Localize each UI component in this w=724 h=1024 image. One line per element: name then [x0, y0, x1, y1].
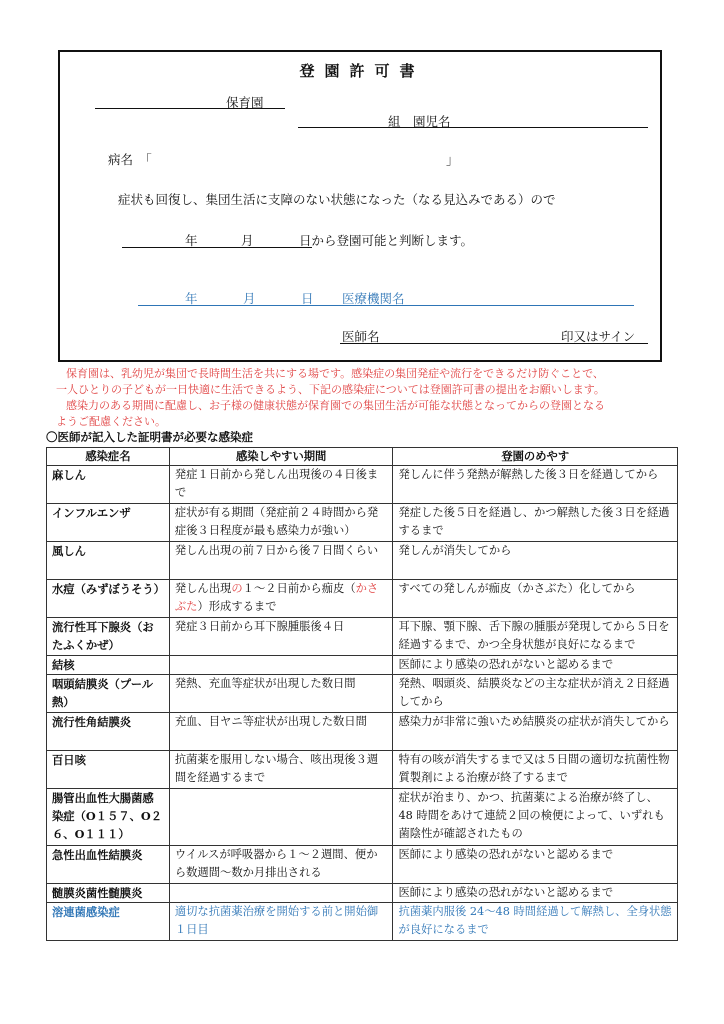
disease-name: 水痘（みずぼうそう） [47, 580, 170, 618]
table-row [47, 789, 678, 846]
return-day-statement: 日から登園可能と判断します。 [299, 233, 474, 248]
infectious-period [169, 580, 393, 618]
disease-table [46, 447, 678, 941]
infectious-period: 症状が有る期間（発症前２４時間から発症後３日程度が最も感染力が強い） [169, 504, 393, 542]
nursery-label: 保育園 [226, 95, 264, 110]
table-row [47, 846, 678, 884]
class-child-label: 組 園児名 [388, 114, 451, 129]
disease-name: 百日咳 [47, 751, 170, 789]
seal-or-signature-label: 印又はサイン [561, 329, 636, 344]
period-text-red: の [231, 582, 243, 595]
return-criteria: 発熱、咽頭炎、結膜炎などの主な症状が消え２日経過してから [393, 675, 678, 713]
table-row [47, 656, 678, 675]
period-text: 発しん出現 [174, 582, 232, 595]
sign-year-label: 年 [185, 291, 198, 306]
header-disease: 感染症名 [47, 448, 170, 466]
return-criteria: 医師により感染の恐れがないと認めるまで [393, 884, 678, 903]
notice-line: 一人ひとりの子どもが一日快適に生活できるよう、下記の感染症については登園許可書の提出をお願いします。 [56, 383, 605, 396]
recovery-statement: 症状も回復し、集団生活に支障のない状態になった（なる見込みである）ので [118, 192, 556, 207]
disease-name: 溶連菌感染症 [47, 903, 170, 941]
doctor-label: 医師名 [342, 329, 380, 344]
disease-name: 結核 [47, 656, 170, 675]
return-month-label: 月 [241, 233, 254, 248]
notice-paragraph [54, 366, 674, 430]
table-row [47, 580, 678, 618]
disease-name: 髄膜炎菌性髄膜炎 [47, 884, 170, 903]
notice-line: 感染力のある期間に配慮し、お子様の健康状態が保育園での集団生活が可能な状態となってからの登園となる [66, 399, 605, 412]
return-criteria: 感染力が非常に強いため結膜炎の症状が消失してから [393, 713, 678, 751]
disease-label: 病名 「 [108, 152, 152, 167]
table-row [47, 751, 678, 789]
disease-name: 腸管出血性大腸菌感染症（O１５７、O２６、O１１１） [47, 789, 170, 846]
sign-day-label: 日 [301, 291, 314, 306]
sign-month-label: 月 [243, 291, 256, 306]
table-row [47, 504, 678, 542]
return-criteria: 症状が治まり、かつ、抗菌薬による治療が終了し、48 時間をあけて連続２回の検便によって、いずれも菌陰性が確認されたもの [393, 789, 678, 846]
period-text-red: かさぶた [174, 582, 379, 613]
disease-name: 急性出血性結膜炎 [47, 846, 170, 884]
notice-line: 保育園は、乳幼児が集団で長時間生活を共にする場です。感染症の集団発症や流行をできるだけ防ぐことで、 [66, 367, 604, 380]
table-row [47, 903, 678, 941]
infectious-period: 発熱、充血等症状が出現した数日間 [169, 675, 393, 713]
table-row [47, 466, 678, 504]
disease-close-bracket: 」 [446, 152, 459, 167]
infectious-period [169, 656, 393, 675]
section-heading: 〇医師が記入した証明書が必要な感染症 [46, 430, 253, 444]
infectious-period: 発症１日前から発しん出現後の４日後まで [169, 466, 393, 504]
disease-name: インフルエンザ [47, 504, 170, 542]
infectious-period: 発しん出現の前７日から後７日間くらい [169, 542, 393, 580]
infectious-period: ウイルスが呼吸器から１～２週間、便から数週間～数か月排出される [169, 846, 393, 884]
return-criteria: 医師により感染の恐れがないと認めるまで [393, 656, 678, 675]
form-title: 登園許可書 [299, 62, 425, 80]
table-row [47, 618, 678, 656]
disease-name: 流行性耳下腺炎（おたふくかぜ） [47, 618, 170, 656]
disease-name: 咽頭結膜炎（プール熱） [47, 675, 170, 713]
return-criteria: すべての発しんが痂皮（かさぶた）化してから [393, 580, 678, 618]
table-row [47, 713, 678, 751]
return-criteria: 抗菌薬内服後 24～48 時間経過して解熱し、全身状態が良好になるまで [393, 903, 678, 941]
infectious-period [169, 884, 393, 903]
return-criteria: 医師により感染の恐れがないと認めるまで [393, 846, 678, 884]
infectious-period: 発症３日前から耳下腺腫脹後４日 [169, 618, 393, 656]
return-criteria: 特有の咳が消失するまで又は５日間の適切な抗菌性物質製剤による治療が終了するまで [393, 751, 678, 789]
return-criteria: 発症した後５日を経過し、かつ解熱した後３日を経過するまで [393, 504, 678, 542]
infectious-period: 充血、目ヤニ等症状が出現した数日間 [169, 713, 393, 751]
table-row [47, 542, 678, 580]
infectious-period: 抗菌薬を服用しない場合、咳出現後３週間を経過するまで [169, 751, 393, 789]
return-year-label: 年 [185, 233, 198, 248]
return-criteria: 発しんが消失してから [393, 542, 678, 580]
return-date-field[interactable] [122, 233, 312, 248]
institution-label: 医療機関名 [342, 291, 405, 306]
child-name-field[interactable] [298, 113, 648, 128]
table-header-row [47, 448, 678, 466]
return-criteria: 発しんに伴う発熱が解熱した後３日を経過してから [393, 466, 678, 504]
table-row [47, 675, 678, 713]
disease-name: 流行性角結膜炎 [47, 713, 170, 751]
table-row [47, 884, 678, 903]
infectious-period [169, 789, 393, 846]
disease-name: 麻しん [47, 466, 170, 504]
period-text: １～２日前から痂皮（ [242, 582, 356, 595]
header-criteria: 登園のめやす [393, 448, 678, 466]
infectious-period: 適切な抗菌薬治療を開始する前と開始御１日目 [169, 903, 393, 941]
header-period: 感染しやすい期間 [169, 448, 393, 466]
disease-name: 風しん [47, 542, 170, 580]
notice-line: ようご配慮ください。 [56, 415, 166, 428]
period-text: ）形成するまで [197, 600, 277, 613]
return-criteria: 耳下腺、顎下腺、舌下腺の腫脹が発現してから５日を経過するまで、かつ全身状態が良好になるまで [393, 618, 678, 656]
